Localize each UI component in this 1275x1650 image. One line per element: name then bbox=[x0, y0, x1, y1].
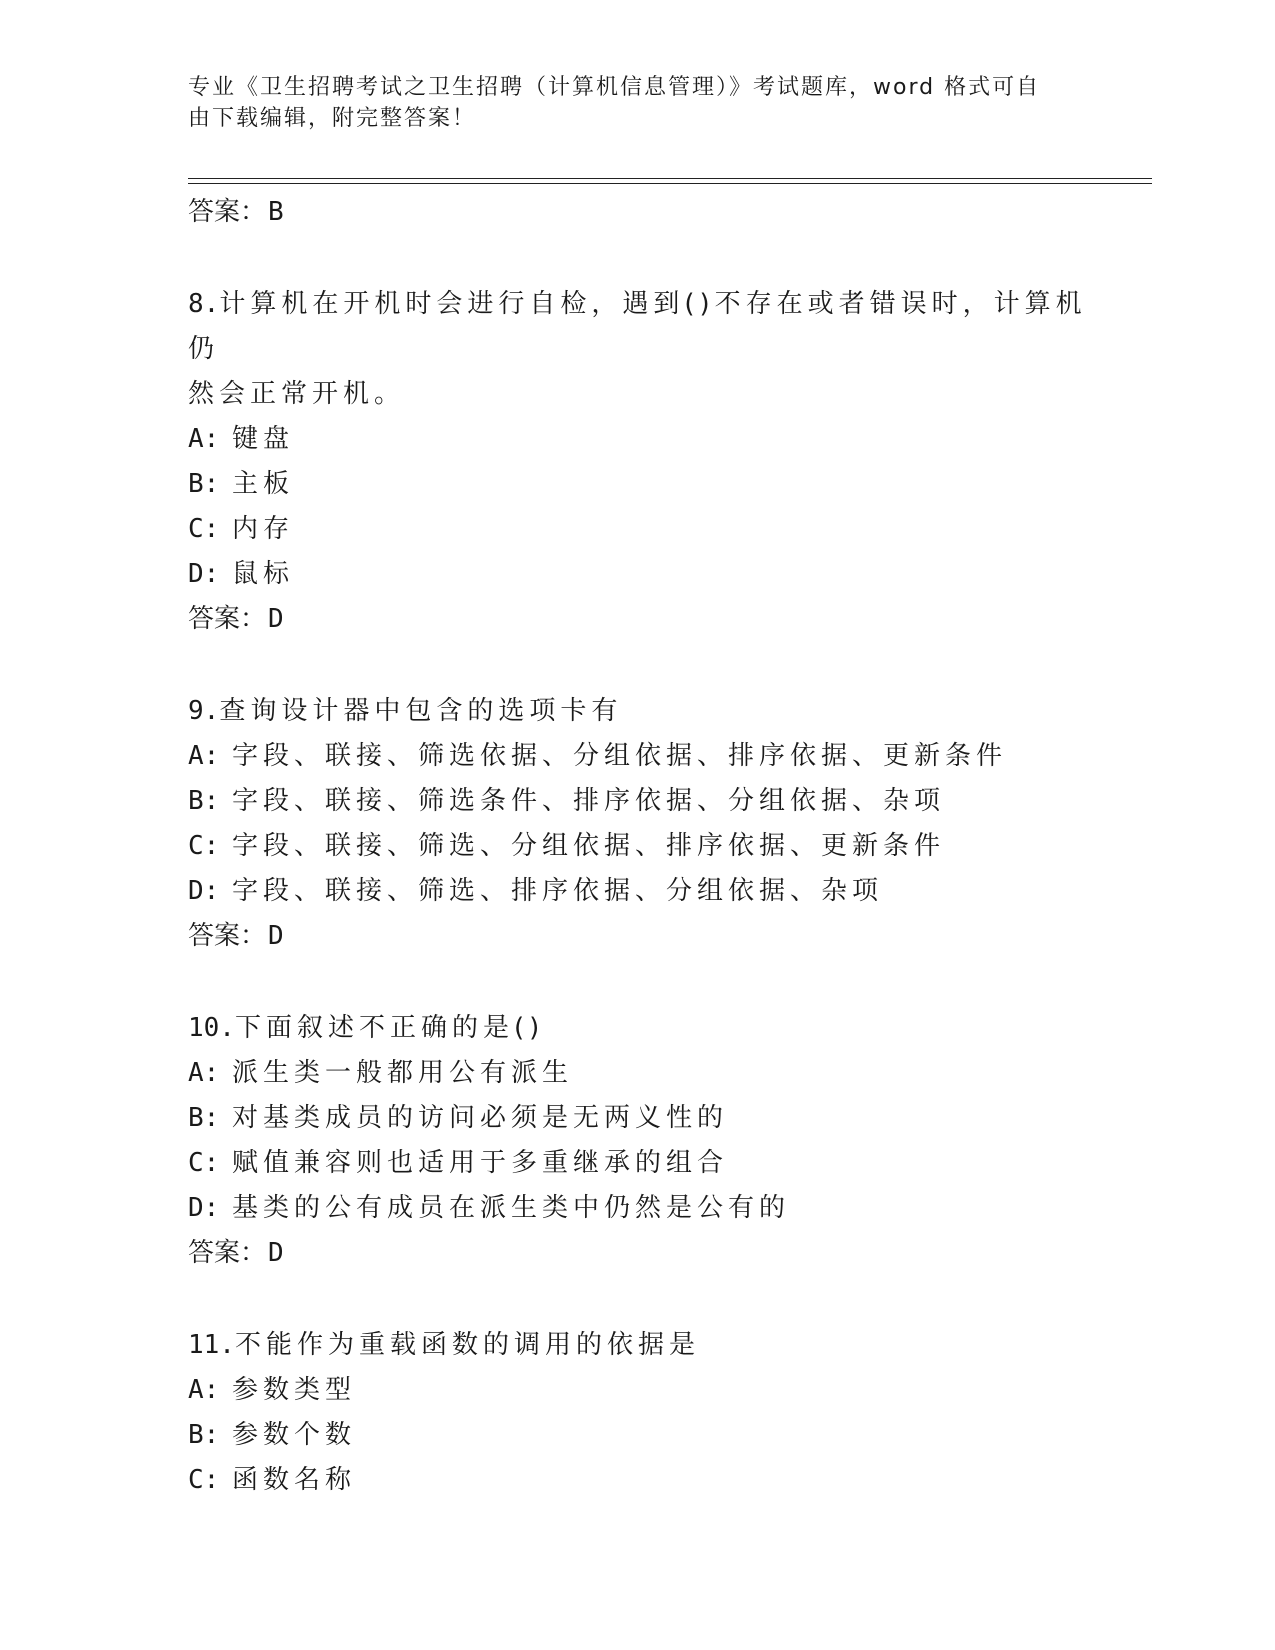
option-c bbox=[188, 1141, 1088, 1186]
header-divider-top bbox=[188, 178, 1152, 179]
question-number: 9. bbox=[188, 696, 220, 726]
answer-value: D bbox=[268, 921, 284, 951]
option-c bbox=[188, 824, 1088, 869]
option-text: 字段、联接、筛选依据、分组依据、排序依据、更新条件 bbox=[232, 741, 1008, 771]
option-text: 基类的公有成员在派生类中仍然是公有的 bbox=[232, 1193, 791, 1223]
option-text: 函数名称 bbox=[232, 1465, 357, 1495]
option-letter: D: bbox=[188, 559, 220, 589]
question-text-continued: 然会正常开机。 bbox=[188, 379, 406, 409]
option-letter: A: bbox=[188, 424, 220, 454]
option-d bbox=[188, 1186, 1088, 1231]
question-number: 10. bbox=[188, 1013, 235, 1043]
option-text: 字段、联接、筛选、分组依据、排序依据、更新条件 bbox=[232, 831, 946, 861]
option-b bbox=[188, 779, 1088, 824]
answer-label: 答案： bbox=[188, 921, 267, 951]
option-letter: B: bbox=[188, 786, 220, 816]
option-letter: B: bbox=[188, 1103, 220, 1133]
option-text: 鼠标 bbox=[232, 559, 295, 589]
option-letter: C: bbox=[188, 514, 220, 544]
option-d bbox=[188, 869, 1088, 914]
question-stem: 下面叙述不正确的是() bbox=[234, 1013, 545, 1043]
option-a bbox=[188, 1051, 1088, 1096]
option-b bbox=[188, 1413, 1088, 1458]
answer-line bbox=[188, 597, 1088, 641]
answer-value: B bbox=[268, 197, 284, 227]
question-block bbox=[188, 1006, 1088, 1275]
question-text bbox=[188, 282, 1088, 372]
header-line-2: 由下载编辑，附完整答案！ bbox=[188, 106, 477, 131]
answer-value: D bbox=[268, 604, 284, 634]
answer-value: D bbox=[268, 1238, 284, 1268]
answer-label: 答案： bbox=[188, 1238, 267, 1268]
option-text: 对基类成员的访问必须是无两义性的 bbox=[232, 1103, 729, 1133]
question-stem: 计算机在开机时会进行自检，遇到()不存在或者错误时，计算机仍 bbox=[188, 289, 1087, 364]
option-letter: C: bbox=[188, 1148, 220, 1178]
option-letter: A: bbox=[188, 741, 220, 771]
question-number: 8. bbox=[188, 289, 220, 319]
option-text: 内存 bbox=[232, 514, 295, 544]
answer-label: 答案： bbox=[188, 197, 267, 227]
option-text: 参数类型 bbox=[232, 1375, 357, 1405]
document-header bbox=[188, 72, 1088, 134]
option-letter: C: bbox=[188, 831, 220, 861]
option-letter: A: bbox=[188, 1375, 220, 1405]
answer-line bbox=[188, 914, 1088, 958]
option-text: 键盘 bbox=[232, 424, 295, 454]
question-number: 11. bbox=[188, 1330, 235, 1360]
header-line-1: 专业《卫生招聘考试之卫生招聘（计算机信息管理）》考试题库，word 格式可自 bbox=[188, 75, 1041, 100]
option-letter: A: bbox=[188, 1058, 220, 1088]
option-c bbox=[188, 507, 1088, 552]
option-c bbox=[188, 1458, 1088, 1503]
option-b bbox=[188, 462, 1088, 507]
option-letter: D: bbox=[188, 1193, 220, 1223]
question-block bbox=[188, 689, 1088, 958]
option-a bbox=[188, 1368, 1088, 1413]
answer-label: 答案： bbox=[188, 604, 267, 634]
option-text: 参数个数 bbox=[232, 1420, 357, 1450]
option-text: 字段、联接、筛选条件、排序依据、分组依据、杂项 bbox=[232, 786, 946, 816]
option-text: 字段、联接、筛选、排序依据、分组依据、杂项 bbox=[232, 876, 884, 906]
option-letter: B: bbox=[188, 469, 220, 499]
question-block bbox=[188, 282, 1088, 641]
answer-line bbox=[188, 1231, 1088, 1275]
option-text: 派生类一般都用公有派生 bbox=[232, 1058, 574, 1088]
answer-line bbox=[188, 190, 1088, 234]
option-b bbox=[188, 1096, 1088, 1141]
document-body bbox=[188, 190, 1088, 1503]
option-a bbox=[188, 734, 1088, 779]
header-divider-bottom bbox=[188, 183, 1152, 184]
question-stem: 不能作为重载函数的调用的依据是 bbox=[234, 1330, 700, 1360]
question-stem: 查询设计器中包含的选项卡有 bbox=[219, 696, 623, 726]
question-block bbox=[188, 1323, 1088, 1503]
question-text bbox=[188, 1006, 1088, 1051]
option-text: 赋值兼容则也适用于多重继承的组合 bbox=[232, 1148, 729, 1178]
option-a bbox=[188, 417, 1088, 462]
question-text bbox=[188, 1323, 1088, 1368]
question-text bbox=[188, 689, 1088, 734]
option-letter: D: bbox=[188, 876, 220, 906]
option-letter: C: bbox=[188, 1465, 220, 1495]
option-d bbox=[188, 552, 1088, 597]
option-letter: B: bbox=[188, 1420, 220, 1450]
option-text: 主板 bbox=[232, 469, 295, 499]
